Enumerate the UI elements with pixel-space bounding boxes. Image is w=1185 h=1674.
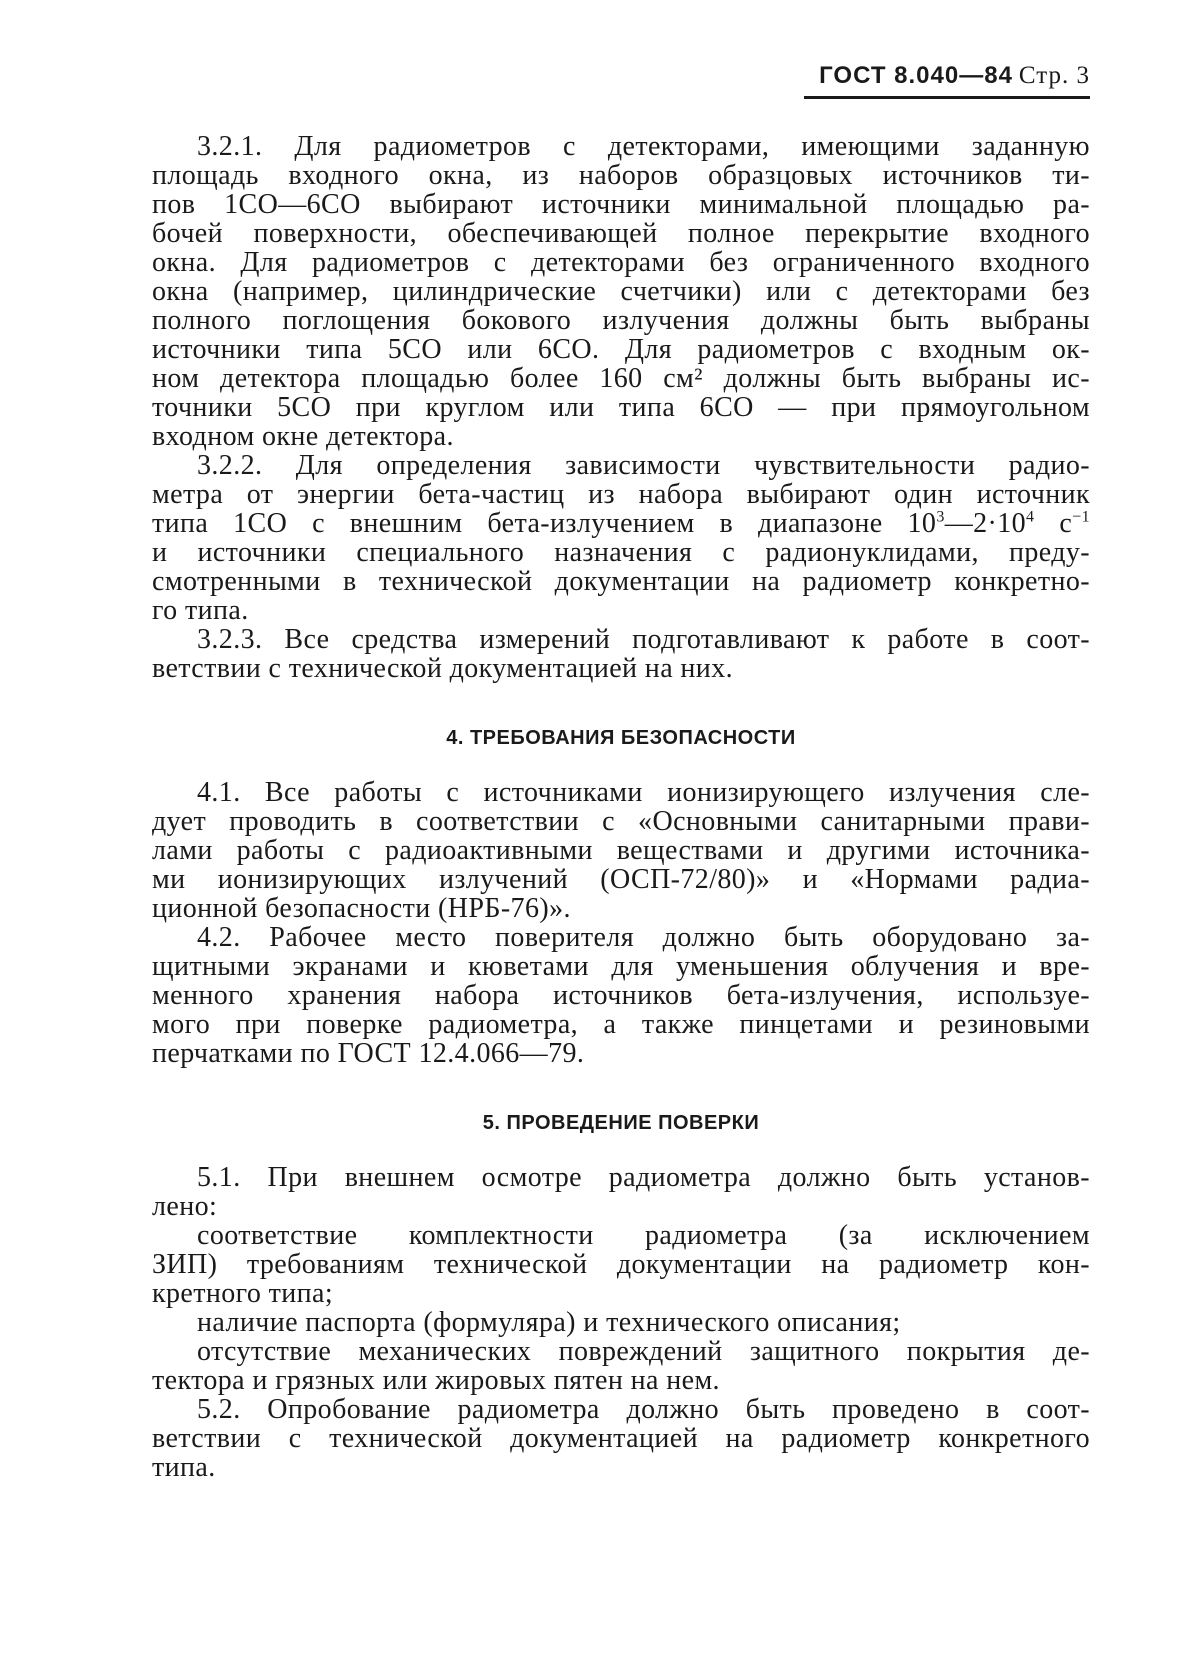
section-heading-verification: 5. ПРОВЕДЕНИЕ ПОВЕРКИ <box>482 1112 760 1134</box>
paragraph-5-1-item-passport <box>152 1308 1090 1337</box>
text-line: ветствии с технической документацией на них. <box>152 653 733 684</box>
text-line: 5.2. Опробование радиометра должно быть проведено в соот- <box>197 1394 1090 1425</box>
text-line: перчатками по ГОСТ 12.4.066—79. <box>152 1038 585 1069</box>
text-segment: типа 1СО с внешним бета-излучением в диапазоне 10 <box>152 508 937 539</box>
header-rule <box>804 96 1090 99</box>
superscript: 3 <box>936 508 945 526</box>
text-line: соответствие комплектности радиометра (за исключением <box>197 1220 1090 1251</box>
page-header <box>804 58 1090 106</box>
text-line <box>152 509 1090 538</box>
text-line: мого при поверке радиометра, а также пинцетами и резиновыми <box>152 1009 1090 1040</box>
text-line: ЗИП) требованиям технической документации на радиометр кон- <box>152 1249 1090 1280</box>
paragraph-5-1-item-damage <box>152 1337 1090 1395</box>
text-segment: ном детектора площадью более 160 см <box>152 363 695 394</box>
text-line: смотренными в технической документации на радиометр конкретно- <box>152 566 1090 597</box>
text-line: 5.1. При внешнем осмотре радиометра должно быть установ- <box>197 1162 1090 1193</box>
text-segment: ² должны быть выбраны ис- <box>694 363 1090 394</box>
text-line: типа. <box>152 1452 216 1483</box>
paragraph-4-1 <box>152 778 1090 923</box>
text-line: полного поглощения бокового излучения должны быть выбраны <box>152 305 1090 336</box>
text-segment: —2·10 <box>944 508 1027 539</box>
text-line: ционной безопасности (НРБ-76)». <box>152 893 571 924</box>
text-line: кретного типа; <box>152 1278 334 1309</box>
text-line: отсутствие механических повреждений защитного покрытия де- <box>197 1336 1090 1367</box>
text-line: точники 5СО при круглом или типа 6СО — при прямоугольном <box>152 392 1090 423</box>
text-line: го типа. <box>152 595 249 626</box>
text-line: 3.2.2. Для определения зависимости чувствительности радио- <box>197 450 1090 481</box>
text-line: бочей поверхности, обеспечивающей полное перекрытие входного <box>152 218 1090 249</box>
text-line: 4.1. Все работы с источниками ионизирующего излучения сле- <box>197 777 1090 808</box>
superscript: −1 <box>1072 508 1090 526</box>
paragraph-5-1 <box>152 1163 1090 1221</box>
text-line: окна (например, цилиндрические счетчики) или с детекторами без <box>152 276 1090 307</box>
paragraph-3-2-3 <box>152 625 1090 683</box>
text-segment: с <box>1034 508 1073 539</box>
text-line: тектора и грязных или жировых пятен на нем. <box>152 1365 720 1396</box>
text-line: ми ионизирующих излучений (ОСП-72/80)» и «Нормами радиа- <box>152 864 1090 895</box>
page-number: Стр. 3 <box>1018 62 1090 89</box>
text-line: пов 1СО—6СО выбирают источники минимальной площадью ра- <box>152 189 1090 220</box>
text-line: 3.2.1. Для радиометров с детекторами, имеющими заданную <box>197 131 1090 162</box>
text-line: щитными экранами и кюветами для уменьшения облучения и вре- <box>152 951 1090 982</box>
text-line: лено: <box>152 1191 218 1222</box>
text-line: входном окне детектора. <box>152 421 454 452</box>
section-heading-safety: 4. ТРЕБОВАНИЯ БЕЗОПАСНОСТИ <box>446 727 796 749</box>
text-line: площадь входного окна, из наборов образцовых источников ти- <box>152 160 1090 191</box>
text-line: 3.2.3. Все средства измерений подготавливают к работе в соот- <box>197 624 1090 655</box>
page-body <box>152 132 1090 1482</box>
text-line: наличие паспорта (формуляра) и технического описания; <box>197 1307 901 1338</box>
text-line: и источники специального назначения с радионуклидами, преду- <box>152 537 1090 568</box>
text-line: менного хранения набора источников бета-излучения, используе- <box>152 980 1090 1011</box>
text-line: источники типа 5СО или 6СО. Для радиометров с входным ок- <box>152 334 1090 365</box>
document-code: ГОСТ 8.040—84 <box>819 62 1013 89</box>
text-line: 4.2. Рабочее место поверителя должно быть оборудовано за- <box>197 922 1090 953</box>
paragraph-3-2-1 <box>152 132 1090 451</box>
superscript: 4 <box>1026 508 1035 526</box>
text-line: окна. Для радиометров с детекторами без ограниченного входного <box>152 247 1090 278</box>
paragraph-5-2 <box>152 1395 1090 1482</box>
text-line: метра от энергии бета-частиц из набора выбирают один источник <box>152 479 1090 510</box>
paragraph-3-2-2 <box>152 451 1090 625</box>
paragraph-4-2 <box>152 923 1090 1068</box>
text-line: дует проводить в соответствии с «Основными санитарными прави- <box>152 806 1090 837</box>
text-line: ветствии с технической документацией на радиометр конкретного <box>152 1423 1090 1454</box>
text-line <box>152 364 1090 393</box>
header-text <box>819 62 1090 90</box>
paragraph-5-1-item-completeness <box>152 1221 1090 1308</box>
text-line: лами работы с радиоактивными веществами и другими источника- <box>152 835 1090 866</box>
